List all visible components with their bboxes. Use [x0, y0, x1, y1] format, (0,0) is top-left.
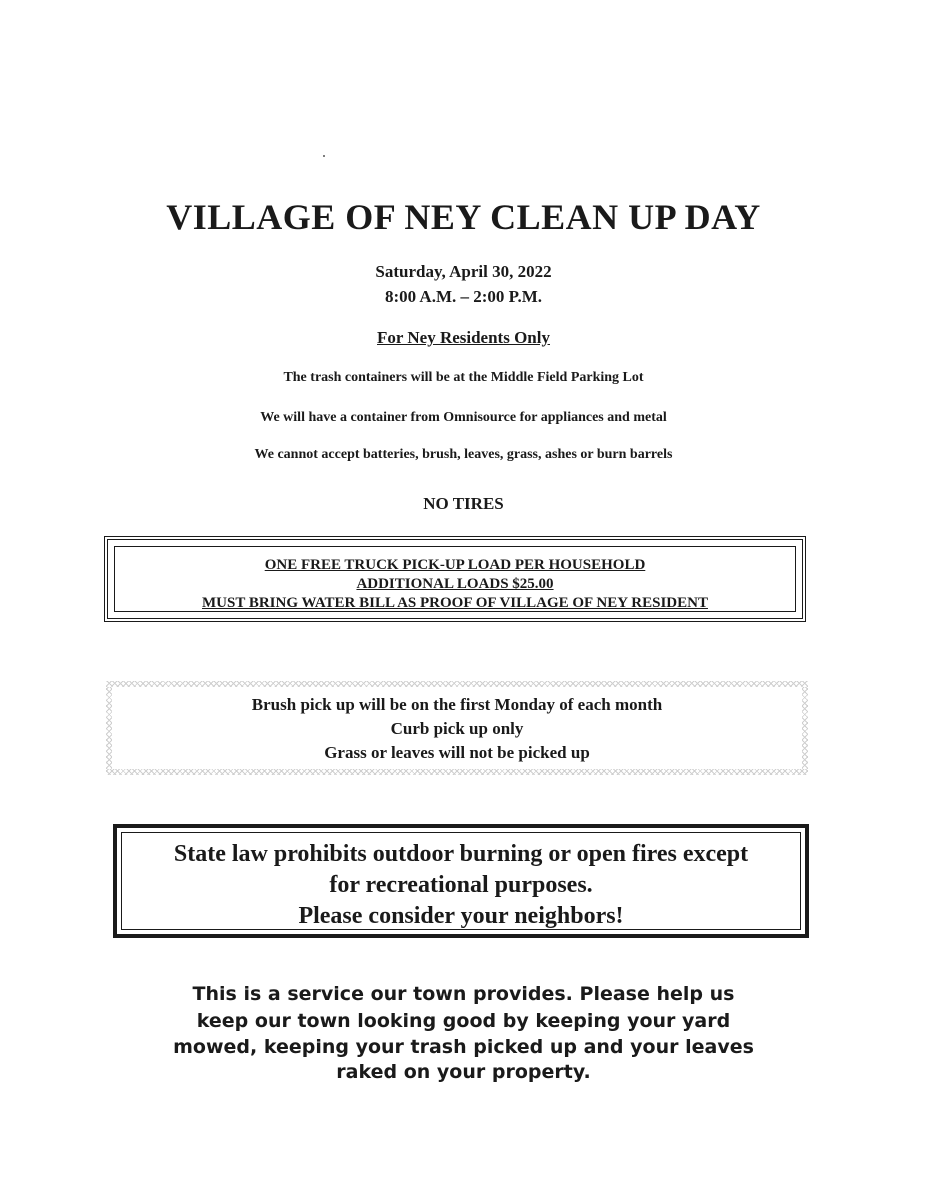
event-date: Saturday, April 30, 2022 — [375, 262, 552, 281]
pickup-load-box-inner-border — [114, 546, 796, 612]
pickup-load-box — [104, 536, 806, 622]
scan-speck — [323, 155, 325, 157]
residents-only-notice: For Ney Residents Only — [377, 328, 550, 347]
closing-line: This is a service our town provides. Please help us — [192, 983, 735, 1005]
pickup-box-line: ONE FREE TRUCK PICK-UP LOAD PER HOUSEHOLD — [264, 557, 646, 573]
brush-box-line: Curb pick up only — [390, 719, 524, 738]
info-line: We cannot accept batteries, brush, leaves, grass, ashes or burn barrels — [254, 447, 673, 462]
burning-box-line: Please consider your neighbors! — [298, 903, 624, 929]
burning-law-box-inner-border — [121, 832, 801, 930]
closing-line: mowed, keeping your trash picked up and your leaves — [173, 1036, 754, 1058]
pickup-box-line: MUST BRING WATER BILL AS PROOF OF VILLAGE OF NEY RESIDENT — [202, 595, 708, 611]
brush-pickup-box — [106, 681, 808, 775]
page-title: VILLAGE OF NEY CLEAN UP DAY — [166, 197, 761, 237]
brush-pickup-box-fill — [112, 687, 802, 769]
closing-line: raked on your property. — [336, 1061, 591, 1083]
brush-box-line: Grass or leaves will not be picked up — [324, 743, 590, 762]
burning-box-line: State law prohibits outdoor burning or open fires except — [173, 841, 749, 867]
burning-box-line: for recreational purposes. — [329, 872, 593, 898]
no-tires-notice: NO TIRES — [423, 494, 504, 513]
info-line: We will have a container from Omnisource for appliances and metal — [260, 410, 667, 425]
closing-line: keep our town looking good by keeping your yard — [196, 1010, 731, 1032]
event-time: 8:00 A.M. – 2:00 P.M. — [384, 287, 543, 306]
pickup-box-line: ADDITIONAL LOADS $25.00 — [356, 576, 554, 592]
burning-law-box — [113, 824, 809, 938]
brush-box-line: Brush pick up will be on the first Monday of each month — [251, 695, 663, 714]
info-line: The trash containers will be at the Middle Field Parking Lot — [283, 370, 644, 385]
